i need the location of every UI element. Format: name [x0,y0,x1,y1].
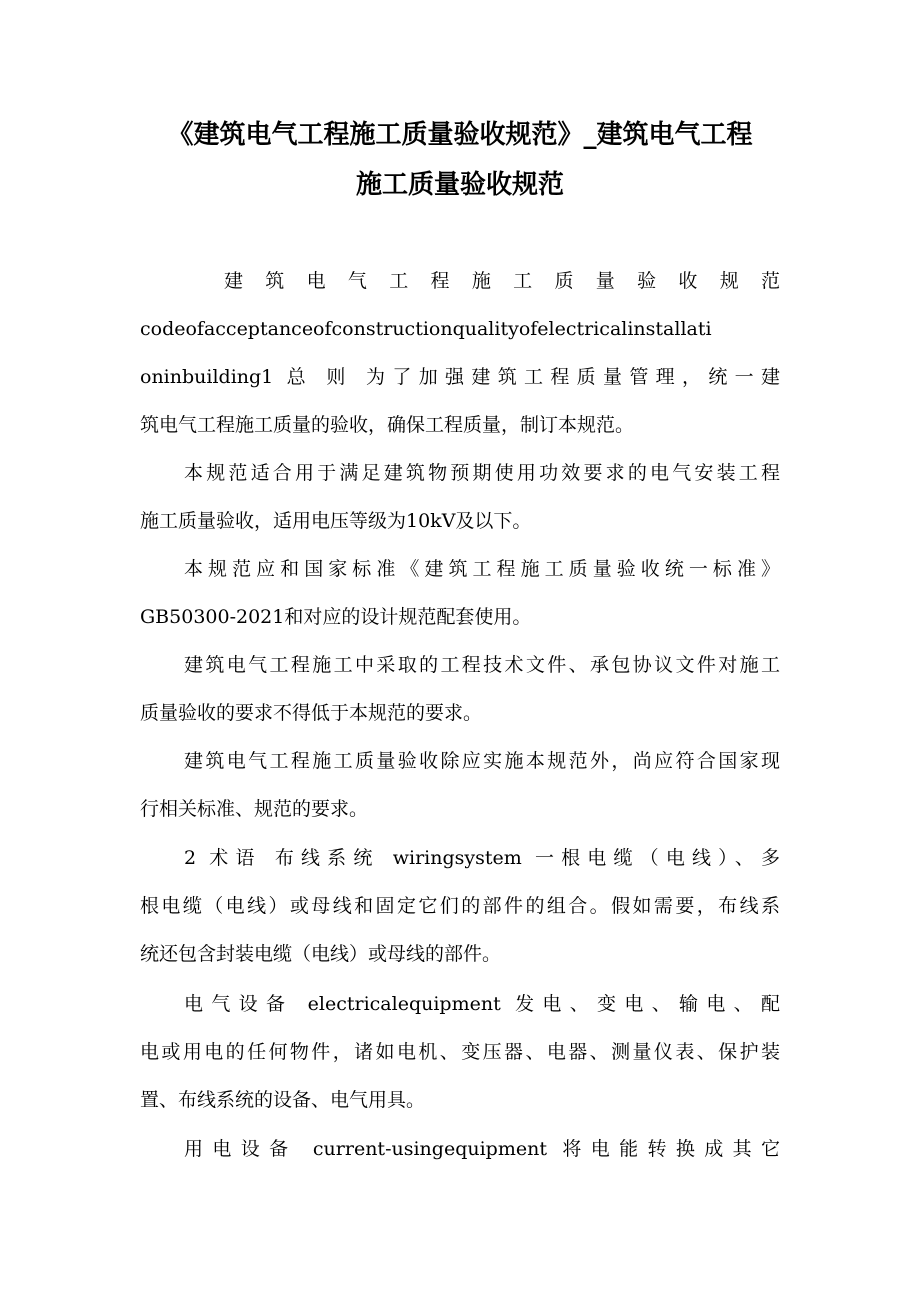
body-line: 根电缆（电线）或母线和固定它们的部件的组合。假如需要，布线系 [140,895,780,917]
body-line: 本规范应和国家标准《建筑工程施工质量验收统一标准》 [184,558,780,580]
body-line: 电气设备 electricalequipment 发电、变电、输电、配 [184,993,780,1015]
body-line: 施工质量验收，适用电压等级为10kV及以下。 [140,510,532,532]
body-line: 本规范适合用于满足建筑物预期使用功效要求的电气安装工程 [184,462,780,484]
body-line: 2 术语 布线系统 wiringsystem 一根电缆（电线）、多 [184,847,780,869]
body-line: 筑电气工程施工质量的验收，确保工程质量，制订本规范。 [140,414,635,436]
body-line: GB50300-2021和对应的设计规范配套使用。 [140,606,532,628]
body-line: codeofacceptanceofconstructionqualityofelectricalinstallati [140,318,712,340]
body-line: 建筑电气工程施工质量验收除应实施本规范外，尚应符合国家现 [184,750,780,772]
body-line: oninbuilding1 总 则 为了加强建筑工程质量管理，统一建 [140,366,780,388]
body-line: 电或用电的任何物件，诸如电机、变压器、电器、测量仪表、保护装 [140,1041,780,1063]
body-line: 建筑电气工程施工中采取的工程技术文件、承包协议文件对施工 [184,654,780,676]
body-line: 置、布线系统的设备、电气用具。 [140,1089,426,1111]
body-line: 建 筑 电 气 工 程 施 工 质 量 验 收 规 范 [224,270,780,292]
body-line: 质量验收的要求不得低于本规范的要求。 [140,702,483,724]
body-line: 统还包含封装电缆（电线）或母线的部件。 [140,943,502,965]
document-title-line-1: 《建筑电气工程施工质量验收规范》_建筑电气工程 [167,120,753,150]
document-title-line-2: 施工质量验收规范 [355,170,564,200]
body-line: 用电设备 current-usingequipment 将电能转换成其它 [184,1138,780,1160]
body-line: 行相关标准、规范的要求。 [140,798,369,820]
